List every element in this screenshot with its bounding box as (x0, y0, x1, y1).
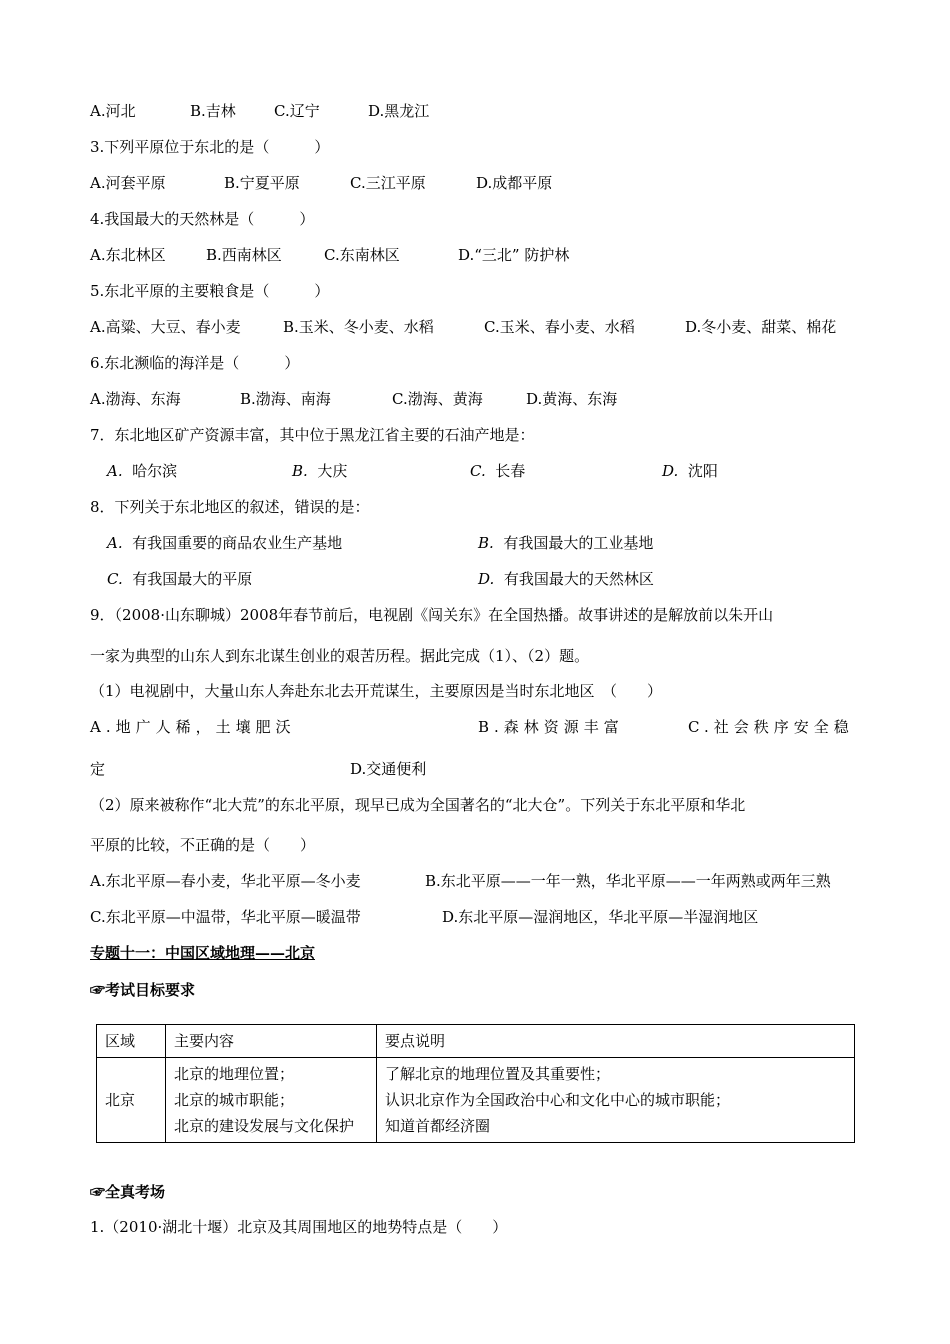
q7-stem: 7．东北地区矿产资源丰富，其中位于黑龙江省主要的石油产地是： (90, 426, 535, 444)
q7-option-b: B. 大庆 (292, 462, 348, 480)
q7-option-a: A. 哈尔滨 (107, 462, 178, 480)
q5-option-c: C.玉米、春小麦、水稻 (484, 318, 635, 336)
q5-option-d: D.冬小麦、甜菜、棉花 (685, 318, 837, 336)
q6-option-b: B.渤海、南海 (240, 390, 331, 408)
q6-option-d: D.黄海、东海 (526, 390, 618, 408)
goals-table (96, 1024, 855, 1143)
q9-sub1-option-d: D.交通便利 (350, 760, 427, 778)
content-item: 北京的建设发展与文化保护 (174, 1117, 355, 1135)
q2-option-a: A.河北 (90, 102, 136, 120)
content-cell (166, 1058, 377, 1143)
q5-option-b: B.玉米、冬小麦、水稻 (283, 318, 434, 336)
q2-option-d: D.黑龙江 (368, 102, 430, 120)
q3-option-a: A.河套平原 (90, 174, 166, 192)
q3-option-b: B.宁夏平原 (224, 174, 300, 192)
q9-sub2-option-d: D.东北平原—湿润地区，华北平原—半湿润地区 (442, 908, 759, 926)
note-item: 认识北京作为全国政治中心和文化中心的城市职能； (385, 1091, 731, 1109)
q7-option-c: C. 长春 (470, 462, 526, 480)
q8-option-c: C. 有我国最大的平原 (107, 570, 253, 588)
content-item: 北京的城市职能； (174, 1091, 295, 1109)
q9-stem-line2: 一家为典型的山东人到东北谋生创业的艰苦历程。据此完成（1）、（2）题。 (90, 647, 590, 665)
q9-sub1-option-c-cont: 定 (90, 760, 106, 778)
section-title: 专题十一：中国区域地理——北京 (90, 944, 316, 962)
content-item: 北京的地理位置； (174, 1065, 295, 1083)
q9-sub1-option-a: A.地广人稀，土壤肥沃 (90, 718, 296, 736)
q3-option-c: C.三江平原 (350, 174, 426, 192)
table-row (97, 1058, 855, 1143)
q9-sub2-stem-line2: 平原的比较，不正确的是（ ） (90, 836, 316, 854)
q8-option-d: D. 有我国最大的天然林区 (478, 570, 654, 588)
exam-question-1: 1.（2010·湖北十堰）北京及其周围地区的地势特点是（ ） (90, 1218, 508, 1236)
notes-cell (377, 1058, 855, 1143)
q4-option-b: B.西南林区 (206, 246, 282, 264)
goals-heading: ☞考试目标要求 (90, 981, 196, 999)
q4-option-a: A.东北林区 (90, 246, 166, 264)
q9-sub2-stem-line1: （2）原来被称作“北大荒”的东北平原，现早已成为全国著名的“北大仓”。下列关于东北平原和华北 (90, 796, 746, 814)
q4-option-c: C.东南林区 (324, 246, 400, 264)
q8-stem: 8．下列关于东北地区的叙述，错误的是： (90, 498, 370, 516)
q9-sub1-stem: （1）电视剧中，大量山东人奔赴东北去开荒谋生，主要原因是当时东北地区 （ ） (90, 682, 663, 700)
q8-option-a: A. 有我国重要的商品农业生产基地 (107, 534, 343, 552)
q9-sub2-option-b: B.东北平原——一年一熟，华北平原——一年两熟或两年三熟 (425, 872, 831, 890)
q3-option-d: D.成都平原 (476, 174, 553, 192)
q9-stem-line1: 9．（2008·山东聊城）2008年春节前后，电视剧《闯关东》在全国热播。故事讲述的是解放前以朱开山 (90, 606, 774, 624)
q5-option-a: A.高粱、大豆、春小麦 (90, 318, 241, 336)
header-notes: 要点说明 (377, 1025, 855, 1058)
q6-option-a: A.渤海、东海 (90, 390, 181, 408)
q9-sub2-option-c: C.东北平原—中温带，华北平原—暖温带 (90, 908, 361, 926)
q3-stem: 3.下列平原位于东北的是（ ） (90, 138, 330, 156)
header-content: 主要内容 (166, 1025, 377, 1058)
note-item: 了解北京的地理位置及其重要性； (385, 1065, 611, 1083)
region-cell: 北京 (97, 1058, 166, 1143)
table-header-row (97, 1025, 855, 1058)
q6-option-c: C.渤海、黄海 (392, 390, 483, 408)
q9-sub1-option-c: C.社会秩序安全稳 (688, 718, 854, 736)
q2-option-c: C.辽宁 (274, 102, 320, 120)
q4-option-d: D.“三北” 防护林 (458, 246, 570, 264)
q7-option-d: D. 沈阳 (662, 462, 718, 480)
note-item: 知道首都经济圈 (385, 1117, 491, 1135)
exam-heading: ☞全真考场 (90, 1183, 166, 1201)
q9-sub2-option-a: A.东北平原—春小麦，华北平原—冬小麦 (90, 872, 361, 890)
q2-option-b: B.吉林 (190, 102, 236, 120)
header-region: 区域 (97, 1025, 166, 1058)
q6-stem: 6.东北濒临的海洋是（ ） (90, 354, 300, 372)
q4-stem: 4.我国最大的天然林是（ ） (90, 210, 315, 228)
q5-stem: 5.东北平原的主要粮食是（ ） (90, 282, 330, 300)
q8-option-b: B. 有我国最大的工业基地 (478, 534, 654, 552)
q9-sub1-option-b: B.森林资源丰富 (478, 718, 624, 736)
